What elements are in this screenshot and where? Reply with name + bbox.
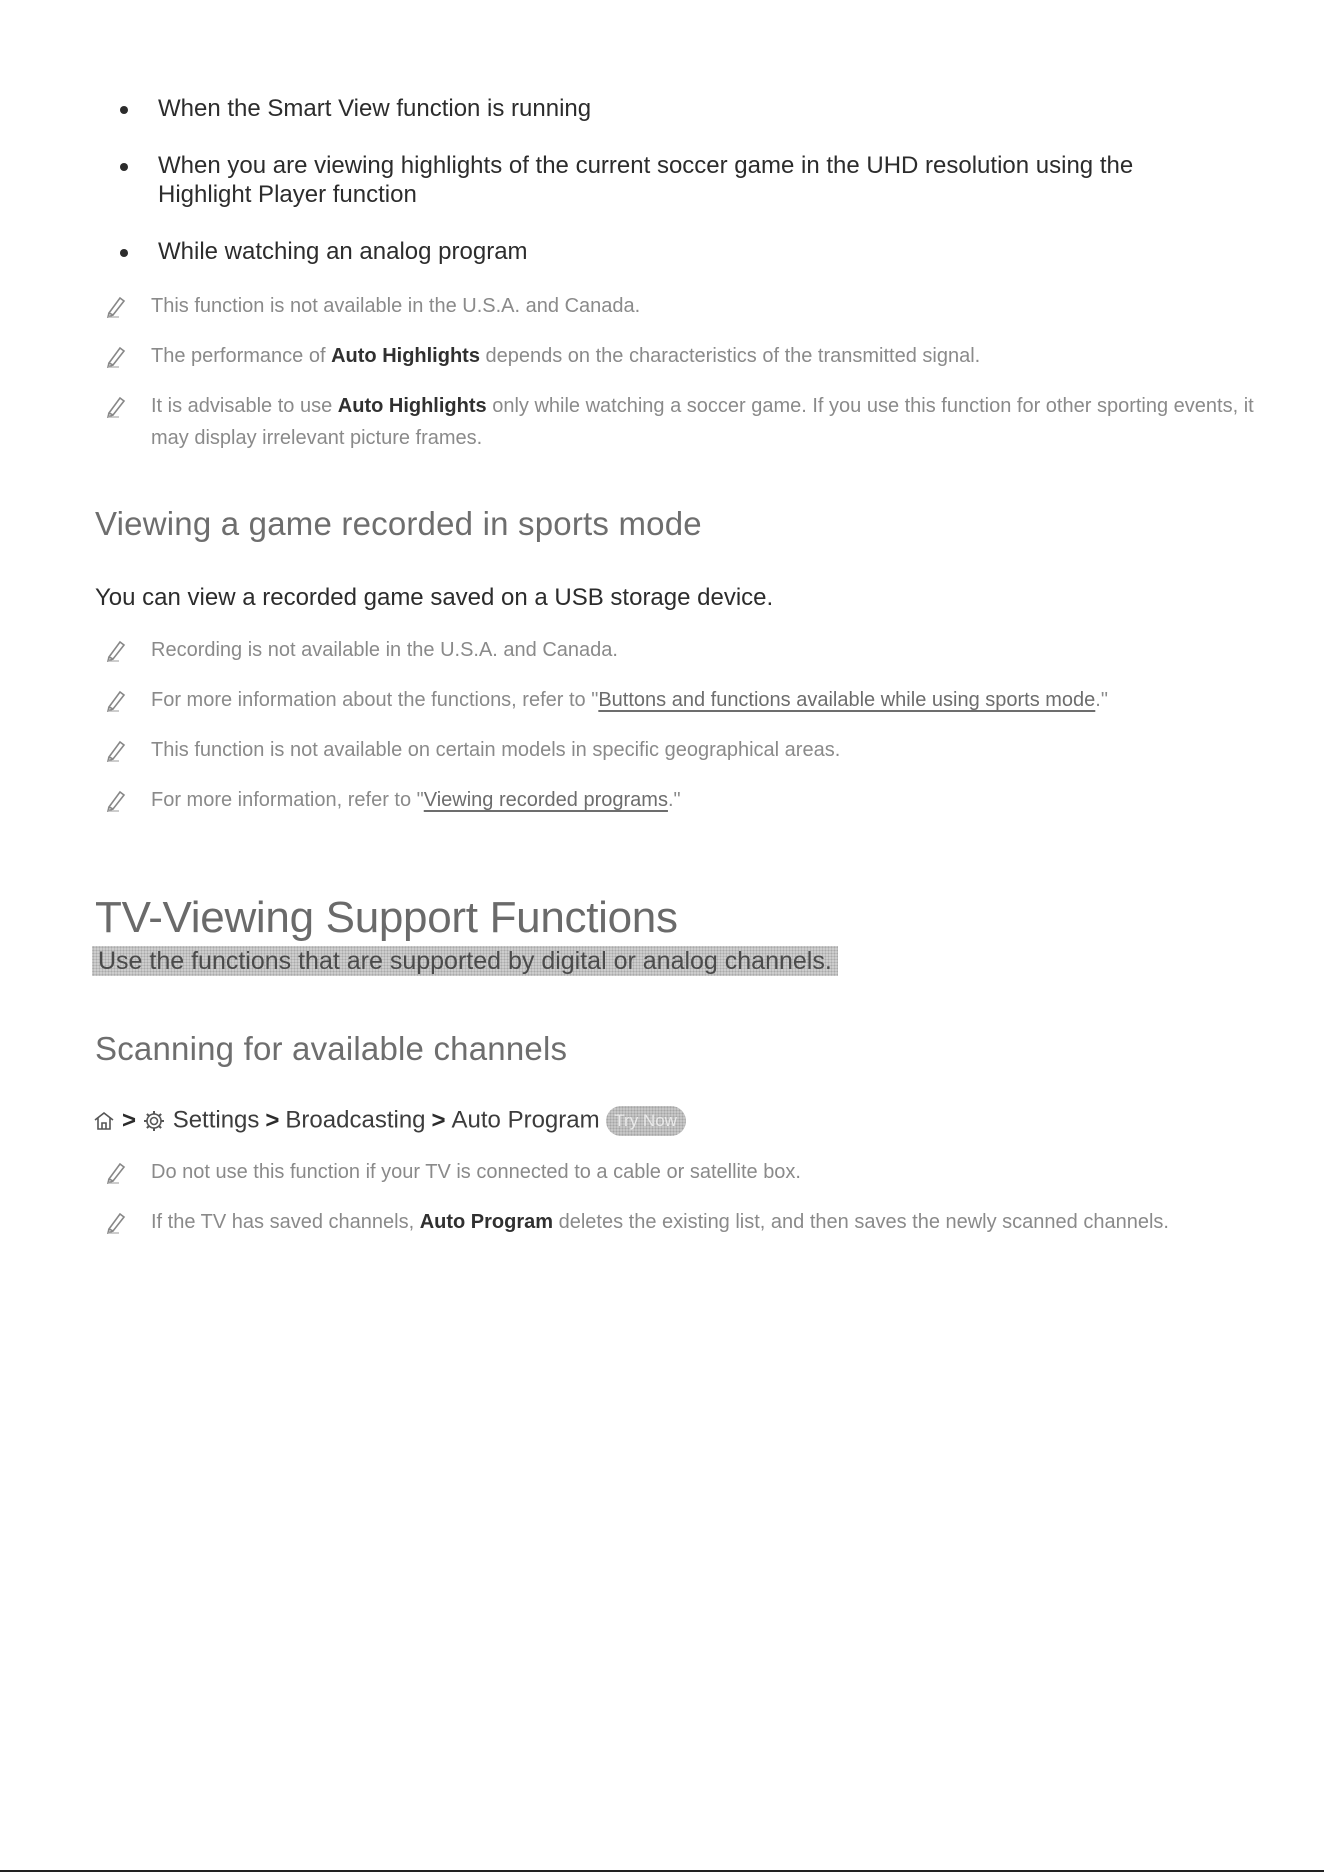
path-broadcasting: Broadcasting bbox=[285, 1106, 426, 1134]
bullet-dot bbox=[120, 163, 128, 171]
pencil-note-icon bbox=[105, 788, 127, 812]
note-text: The performance of bbox=[151, 345, 332, 367]
note-text: Do not use this function if your TV is connected to a cable or satellite box. bbox=[151, 1161, 801, 1183]
note-text: ." bbox=[667, 789, 681, 811]
pencil-note-icon bbox=[105, 294, 127, 318]
path-separator: > bbox=[265, 1106, 280, 1134]
note-emphasis: Auto Highlights bbox=[331, 345, 480, 367]
pencil-note-icon bbox=[105, 738, 127, 762]
path-auto-program: Auto Program bbox=[451, 1106, 600, 1134]
note-text: only while watching a soccer game. If you use this function for other sporting events, it may display irrelevant picture frames. bbox=[151, 395, 1254, 449]
chapter-title: TV-Viewing Support Functions bbox=[95, 893, 678, 942]
bullet-text: When you are viewing highlights of the current soccer game in the UHD resolution using the bbox=[158, 152, 1134, 179]
note-text: For more information about the functions, refer to " bbox=[151, 689, 599, 711]
note-text: This function is not available on certain models in specific geographical areas. bbox=[151, 739, 841, 761]
bullet-text: When the Smart View function is running bbox=[158, 95, 592, 122]
note-text: For more information, refer to " bbox=[151, 789, 424, 811]
sports-mode-buttons-link[interactable]: Buttons and functions available while using sports mode bbox=[598, 689, 1096, 711]
path-separator: > bbox=[431, 1106, 446, 1134]
pencil-note-icon bbox=[105, 688, 127, 712]
pencil-note-icon bbox=[105, 1160, 127, 1184]
note-text: ." bbox=[1095, 689, 1108, 711]
bullet-text: While watching an analog program bbox=[158, 238, 528, 265]
note-text: Recording is not available in the U.S.A. and Canada. bbox=[151, 639, 618, 661]
bullet-dot bbox=[120, 249, 128, 257]
home-icon bbox=[92, 1109, 116, 1133]
note-text: It is advisable to use bbox=[151, 395, 338, 417]
section-intro: You can view a recorded game saved on a USB storage device. bbox=[95, 584, 774, 611]
pencil-note-icon bbox=[105, 344, 127, 368]
try-now-button[interactable]: Try Now bbox=[606, 1106, 686, 1136]
bullet-emphasis: Highlight Player bbox=[158, 181, 327, 208]
section-heading: Viewing a game recorded in sports mode bbox=[95, 505, 702, 542]
note-text: depends on the characteristics of the transmitted signal. bbox=[479, 345, 981, 367]
bullet-dot bbox=[120, 106, 128, 114]
pencil-note-icon bbox=[105, 394, 127, 418]
pencil-note-icon bbox=[105, 638, 127, 662]
bullet-text: function bbox=[326, 181, 417, 208]
note-text: If the TV has saved channels, bbox=[151, 1211, 420, 1233]
section-heading: Scanning for available channels bbox=[95, 1030, 568, 1067]
chapter-subtitle: Use the functions that are supported by digital or analog channels. bbox=[92, 946, 838, 976]
pencil-note-icon bbox=[105, 1210, 127, 1234]
menu-path bbox=[92, 1104, 686, 1137]
note-text: deletes the existing list, and then saves the newly scanned channels. bbox=[553, 1211, 1169, 1233]
note-emphasis: Auto Program bbox=[419, 1211, 554, 1233]
viewing-recorded-programs-link[interactable]: Viewing recorded programs bbox=[423, 789, 668, 811]
path-settings: Settings bbox=[172, 1106, 260, 1134]
note-text: This function is not available in the U.S.A. and Canada. bbox=[151, 295, 641, 317]
gear-icon bbox=[142, 1109, 166, 1133]
path-separator: > bbox=[122, 1106, 137, 1134]
note-emphasis: Auto Highlights bbox=[337, 395, 487, 417]
